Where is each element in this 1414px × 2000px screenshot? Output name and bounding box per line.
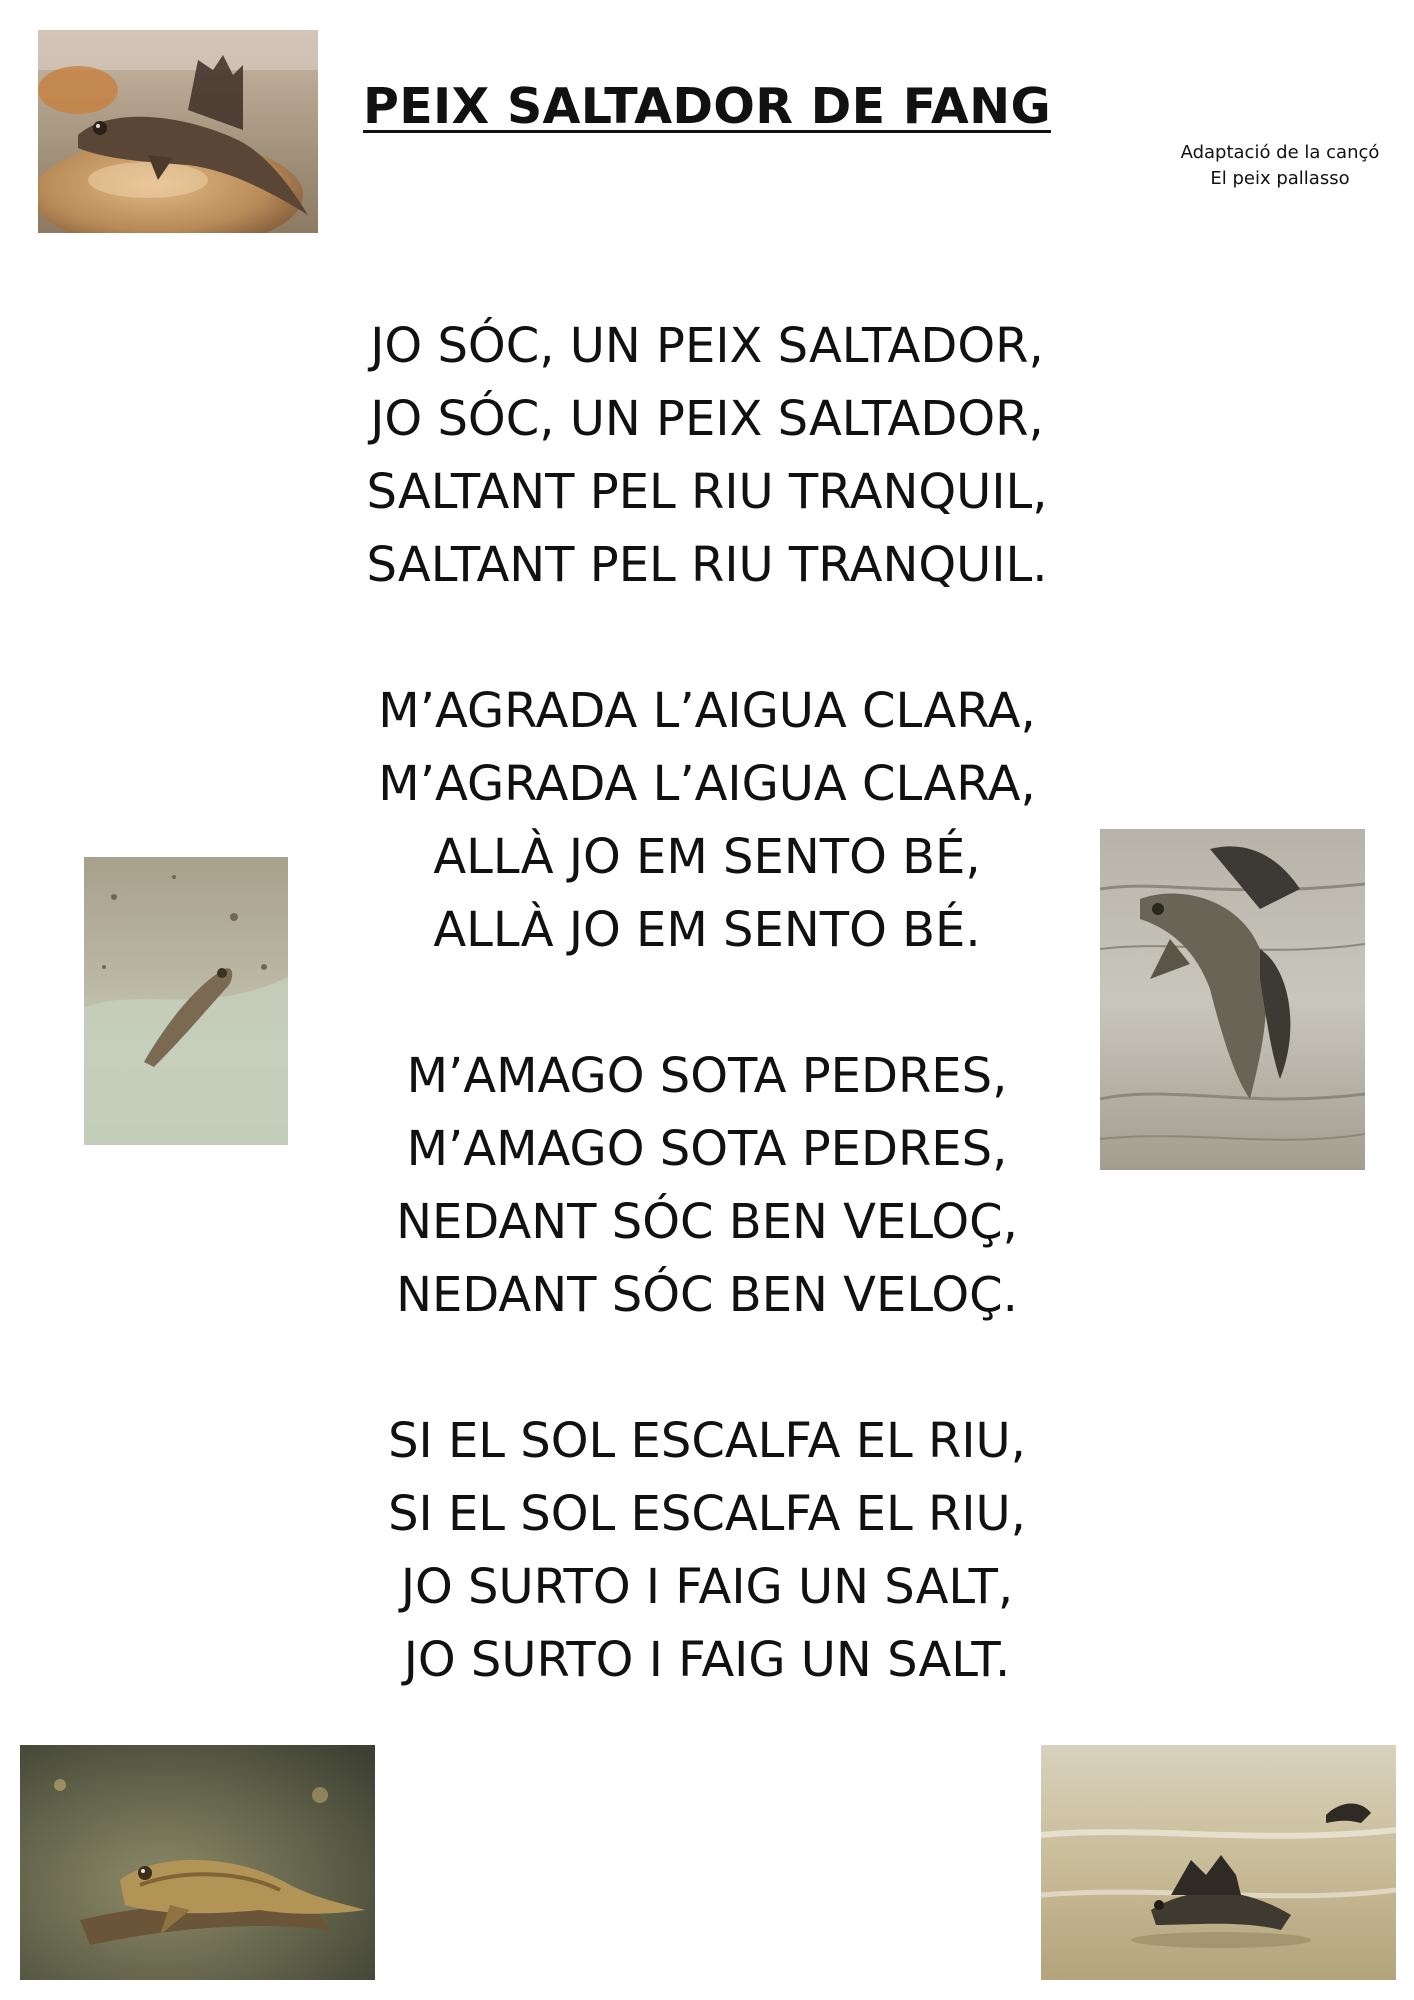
photo-mudskipper-on-rock bbox=[38, 30, 318, 233]
lyric-line: JO SURTO I FAIG UN SALT. bbox=[403, 1632, 1011, 1688]
lyric-line: M’AGRADA L’AIGUA CLARA, bbox=[378, 683, 1036, 739]
photo-mudskipper-on-log bbox=[20, 1745, 375, 1980]
page-title: PEIX SALTADOR DE FANG bbox=[363, 78, 1051, 135]
lyric-line: SALTANT PEL RIU TRANQUIL. bbox=[366, 537, 1048, 593]
mudskipper-on-mudflat-image bbox=[1041, 1745, 1396, 1980]
lyric-line: ALLÀ JO EM SENTO BÉ, bbox=[433, 829, 981, 885]
lyric-line: NEDANT SÓC BEN VELOÇ, bbox=[396, 1194, 1018, 1250]
lyric-line: SI EL SOL ESCALFA EL RIU, bbox=[388, 1413, 1026, 1469]
mudskipper-on-log-image bbox=[20, 1745, 375, 1980]
song-credit bbox=[1160, 140, 1400, 192]
stanza-4 bbox=[0, 1405, 1414, 1697]
stanza-1 bbox=[0, 310, 1414, 602]
mudskipper-jumping-image bbox=[1100, 829, 1365, 1170]
photo-mudskipper-jumping bbox=[1100, 829, 1365, 1170]
lyric-line: M’AMAGO SOTA PEDRES, bbox=[406, 1048, 1008, 1104]
lyric-line: SI EL SOL ESCALFA EL RIU, bbox=[388, 1486, 1026, 1542]
photo-mudskipper-on-mudflat bbox=[1041, 1745, 1396, 1980]
photo-mudskipper-in-mud bbox=[84, 857, 288, 1145]
mudskipper-on-rock-image bbox=[38, 30, 318, 233]
lyric-line: JO SURTO I FAIG UN SALT, bbox=[400, 1559, 1014, 1615]
lyric-line: ALLÀ JO EM SENTO BÉ. bbox=[433, 902, 981, 958]
credit-line-2: El peix pallasso bbox=[1210, 168, 1350, 189]
lyric-line: SALTANT PEL RIU TRANQUIL, bbox=[366, 464, 1048, 520]
lyric-line: M’AMAGO SOTA PEDRES, bbox=[406, 1121, 1008, 1177]
lyric-line: JO SÓC, UN PEIX SALTADOR, bbox=[370, 391, 1044, 447]
lyric-line: M’AGRADA L’AIGUA CLARA, bbox=[378, 756, 1036, 812]
credit-line-1: Adaptació de la cançó bbox=[1180, 142, 1380, 163]
lyric-line: NEDANT SÓC BEN VELOÇ. bbox=[396, 1267, 1018, 1323]
lyric-line: JO SÓC, UN PEIX SALTADOR, bbox=[370, 318, 1044, 374]
mudskipper-in-mud-image bbox=[84, 857, 288, 1145]
